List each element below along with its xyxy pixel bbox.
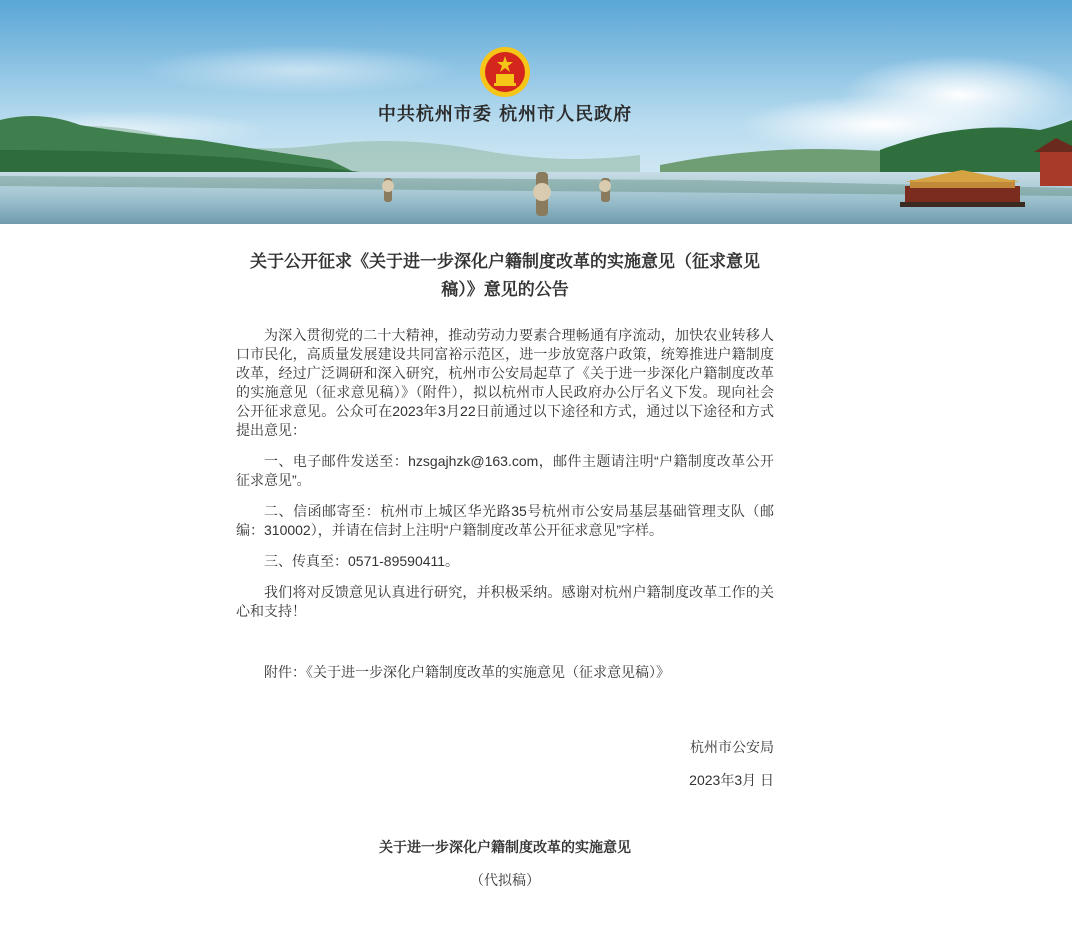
attachment-title: 关于进一步深化户籍制度改革的实施意见 <box>379 839 631 855</box>
article-paragraph-email: 一、电子邮件发送至：hzsgajhzk@163.com，邮件主题请注明“户籍制度改革公开征求意见”。 <box>236 453 774 488</box>
article <box>236 248 774 890</box>
site-title: 中共杭州市委 杭州市人民政府 <box>377 104 633 125</box>
article-title: 关于公开征求《关于进一步深化户籍制度改革的实施意见（征求意见稿）》意见的公告 <box>250 252 760 299</box>
attachment-link[interactable]: 附件：《关于进一步深化户籍制度改革的实施意见（征求意见稿）》 <box>264 664 670 680</box>
signature-date: 2023年3月 日 <box>689 772 774 788</box>
article-paragraph-fax: 三、传真至：0571-89590411。 <box>264 553 460 569</box>
article-paragraph-intro: 为深入贯彻党的二十大精神，推动劳动力要素合理畅通有序流动，加快农业转移人口市民化，高质量发展建设共同富裕示范区，进一步放宽落户政策，统筹推进户籍制度改革，经过广泛调研和深入研究，杭州市公安局起草了《关于进一步深化户籍制度改革的实施意见（征求意见稿）》（附件），拟以杭州市人民政府办公厅名义下发。现向社会公开征求意见。公众可在2023年3月22日前通过以下途径和方式，通过以下途径和方式提出意见： <box>236 327 774 438</box>
article-paragraph-thanks: 我们将对反馈意见认真进行研究，并积极采纳。感谢对杭州户籍制度改革工作的关心和支持！ <box>236 584 774 619</box>
signature-org: 杭州市公安局 <box>690 739 774 755</box>
national-emblem-icon <box>479 46 531 98</box>
site-banner <box>0 0 1072 224</box>
article-paragraph-mail: 二、信函邮寄至：杭州市上城区华光路35号杭州市公安局基层基础管理支队（邮编：310002），并请在信封上注明“户籍制度改革公开征求意见”字样。 <box>236 503 774 538</box>
attachment-note: （代拟稿） <box>470 872 540 888</box>
